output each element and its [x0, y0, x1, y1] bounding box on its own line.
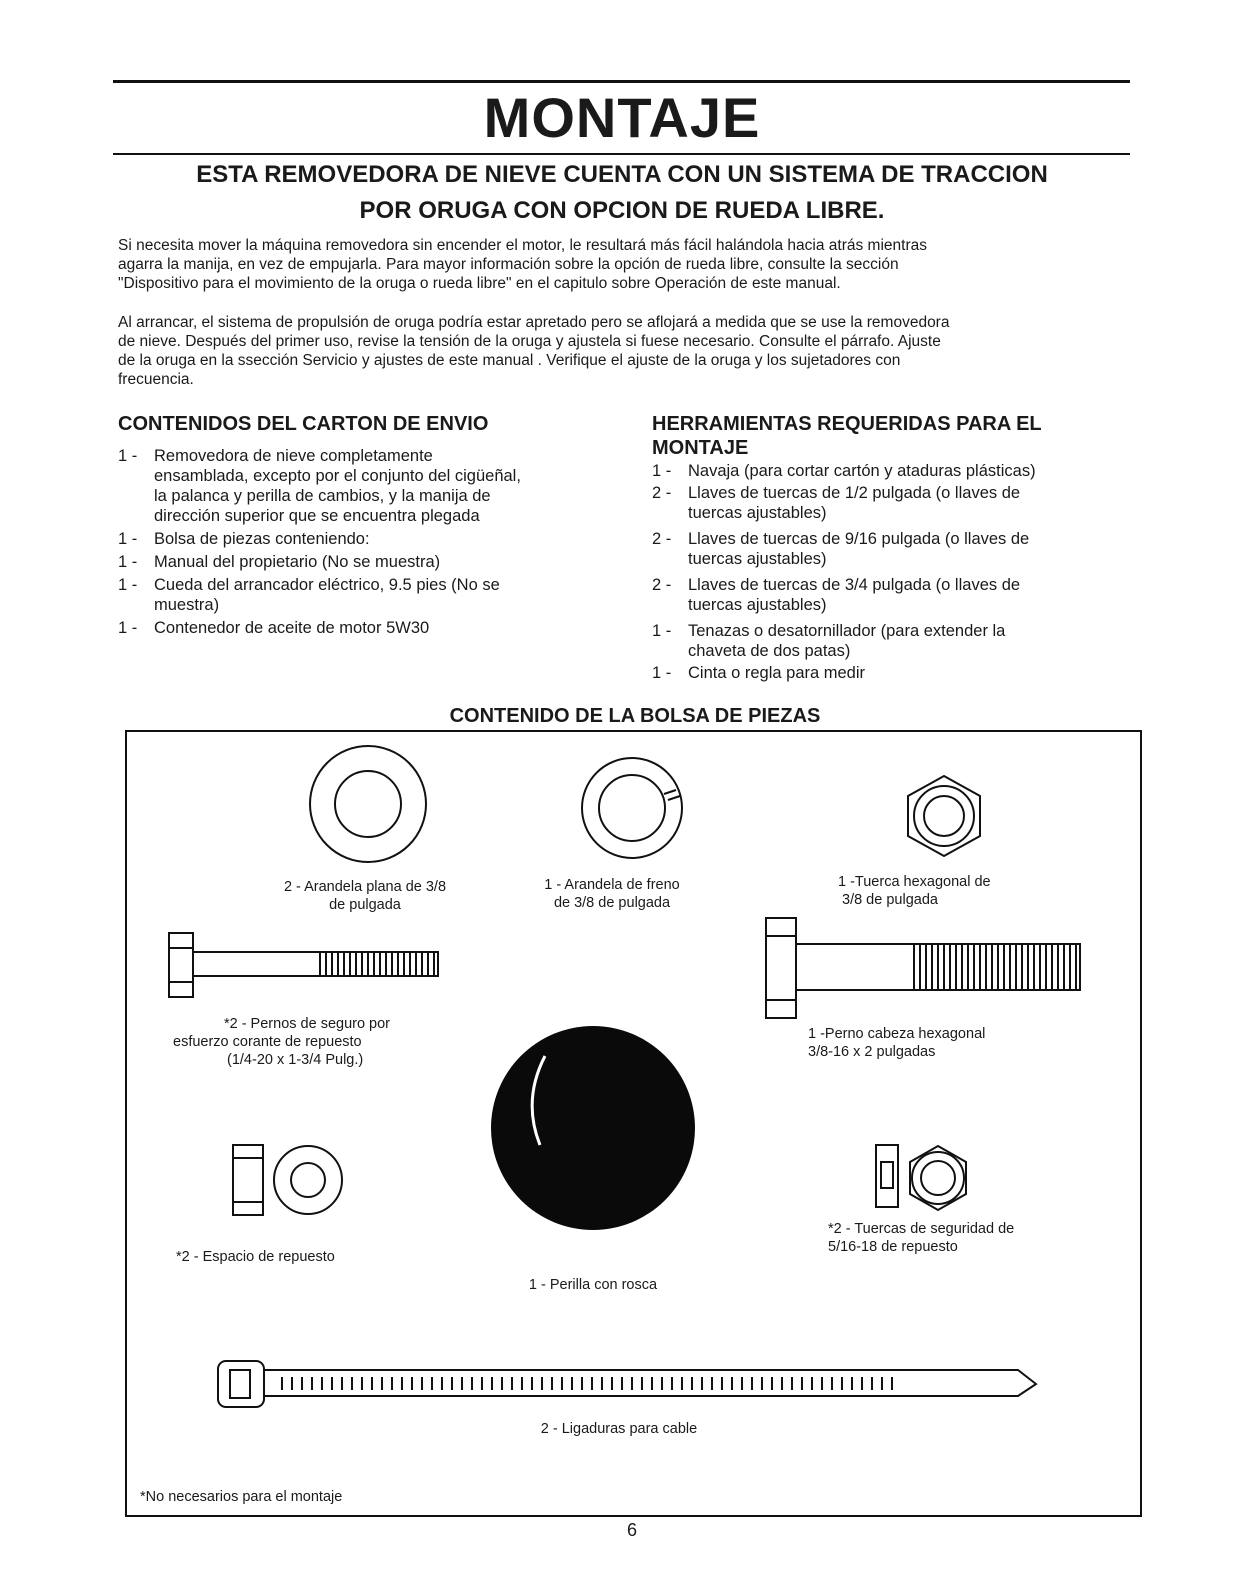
lock-nuts-label	[828, 1220, 1088, 1256]
label-line: esfuerzo corante de repuesto	[173, 1034, 362, 1050]
item-line: ensamblada, excepto por el conjunto del cigüeñal,	[154, 467, 521, 485]
item-line: tuercas ajustables)	[688, 550, 827, 568]
shear-bolts-label	[165, 1015, 425, 1069]
item-line: Cinta o regla para medir	[688, 664, 866, 682]
label-line: *2 - Tuercas de seguridad de	[828, 1221, 1015, 1237]
item-line: Llaves de tuercas de 9/16 pulgada (o llaves de	[688, 530, 1030, 548]
paragraph-line: Si necesita mover la máquina removedora sin encender el motor, le resultará más fácil halándola hacia atrás mientras	[118, 237, 927, 254]
paragraph-line: agarra la manija, en vez de empujarla. Para mayor información sobre la opción de rueda libre, consulte la sección	[118, 256, 899, 273]
item-line: Removedora de nieve completamente	[154, 447, 433, 465]
knob-label: 1 - Perilla con rosca	[528, 1277, 658, 1293]
spacer-icon	[233, 1145, 342, 1215]
item-line: Navaja (para cortar cartón y ataduras plásticas)	[688, 462, 1036, 480]
item-number: 1 -	[118, 530, 138, 548]
item-line: dirección superior que se encuentra plegada	[154, 507, 480, 525]
tools-heading-line: MONTAJE	[652, 437, 749, 459]
lock-washer-label	[512, 876, 712, 912]
item-line: Llaves de tuercas de 3/4 pulgada (o llaves de	[688, 576, 1021, 594]
hex-nut-icon	[908, 776, 980, 856]
item-line: Bolsa de piezas conteniendo:	[154, 530, 370, 548]
label-line: 3/8 de pulgada	[842, 892, 938, 908]
item-line: Tenazas o desatornillador (para extender la	[688, 622, 1006, 640]
paragraph-line: Al arrancar, el sistema de propulsión de oruga podría estar apretado pero se aflojará a medida que se use la removedora	[118, 314, 950, 331]
cable-tie-icon	[218, 1361, 1036, 1407]
paragraph-line: de nieve. Después del primer uso, revise la tensión de la oruga y ajustela si fuese necesario. Consulte el párrafo. Ajuste	[118, 333, 941, 350]
hex-bolt-threads	[914, 944, 1076, 990]
item-line: muestra)	[154, 596, 220, 614]
item-line: Manual del propietario (No se muestra)	[154, 553, 441, 571]
cable-tie-teeth	[282, 1377, 892, 1390]
footnote: *No necesarios para el montaje	[140, 1489, 343, 1505]
threaded-knob-icon	[491, 1026, 695, 1230]
item-number: 1 -	[118, 447, 138, 465]
item-number: 1 -	[118, 576, 138, 594]
label-line: de pulgada	[329, 897, 401, 913]
item-number: 1 -	[118, 619, 138, 637]
lock-nut-icon	[876, 1145, 966, 1210]
subtitle-line-2: POR ORUGA CON OPCION DE RUEDA LIBRE.	[359, 197, 885, 224]
item-line: tuercas ajustables)	[688, 504, 827, 522]
item-number: 1 -	[118, 553, 138, 571]
item-line: la palanca y perilla de cambios, y la manija de	[154, 487, 491, 505]
paragraph-line: frecuencia.	[118, 371, 194, 388]
hex-bolt-icon	[766, 918, 1080, 1018]
label-line: 3/8-16 x 2 pulgadas	[808, 1044, 936, 1060]
paragraph-line: "Dispositivo para el movimiento de la oruga o rueda libre" en el capitulo sobre Operación de este manual.	[118, 275, 841, 292]
cable-ties-label: 2 - Ligaduras para cable	[540, 1421, 698, 1437]
hex-bolt-label	[808, 1025, 1068, 1061]
flat-washer-icon	[310, 746, 426, 862]
label-line: 1 -Perno cabeza hexagonal	[808, 1026, 986, 1042]
spacer-label: *2 - Espacio de repuesto	[176, 1249, 335, 1265]
tools-heading-line: HERRAMIENTAS REQUERIDAS PARA EL	[652, 413, 1042, 435]
label-line: 5/16-18 de repuesto	[828, 1239, 958, 1255]
label-line: 1 - Arandela de freno	[544, 877, 680, 893]
bag-heading: CONTENIDO DE LA BOLSA DE PIEZAS	[449, 705, 821, 727]
page-title: MONTAJE	[483, 86, 761, 149]
carton-heading: CONTENIDOS DEL CARTON DE ENVIO	[118, 413, 489, 435]
item-line: tuercas ajustables)	[688, 596, 827, 614]
label-line: de 3/8 de pulgada	[553, 895, 671, 911]
label-line: 2 - Arandela plana de 3/8	[283, 879, 447, 895]
label-line: 1 -Tuerca hexagonal de	[838, 874, 991, 890]
item-line: Llaves de tuercas de 1/2 pulgada (o llaves de	[688, 484, 1021, 502]
label-line: *2 - Pernos de seguro por	[223, 1016, 391, 1032]
item-number: 1 -	[652, 622, 672, 640]
flat-washer-label	[250, 878, 480, 914]
paragraph-line: de la oruga en la ssección Servicio y ajustes de este manual . Verifique el ajuste de la oruga y los sujetadores con	[118, 352, 901, 369]
item-number: 2 -	[652, 530, 672, 548]
item-number: 1 -	[652, 664, 672, 682]
page-number: 6	[626, 1520, 637, 1540]
hex-nut-label	[838, 873, 1088, 909]
item-number: 1 -	[652, 462, 672, 480]
lock-washer-icon	[582, 758, 682, 858]
item-number: 2 -	[652, 576, 672, 594]
label-line: (1/4-20 x 1-3/4 Pulg.)	[227, 1052, 364, 1068]
item-line: Cueda del arrancador eléctrico, 9.5 pies (No se	[154, 576, 500, 594]
subtitle-line-1: ESTA REMOVEDORA DE NIEVE CUENTA CON UN SISTEMA DE TRACCION	[196, 161, 1048, 188]
shear-bolt-threads	[320, 952, 434, 976]
item-line: Contenedor de aceite de motor 5W30	[154, 619, 430, 637]
item-line: chaveta de dos patas)	[688, 642, 851, 660]
item-number: 2 -	[652, 484, 672, 502]
